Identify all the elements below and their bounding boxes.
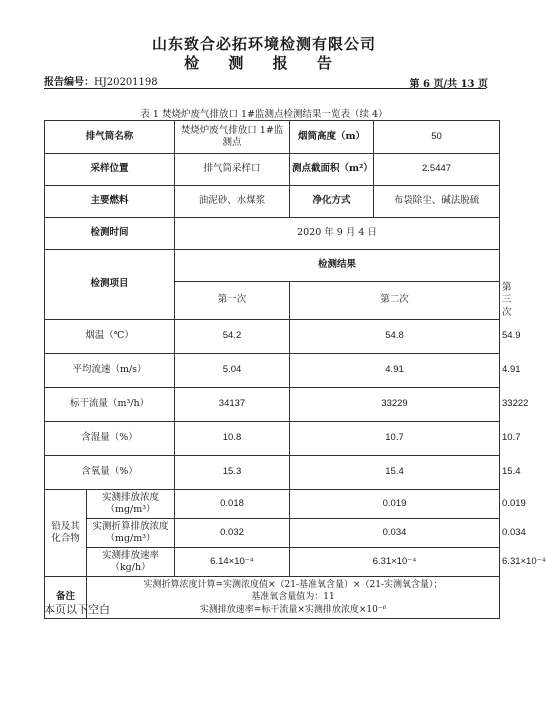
table-row: 烟温（℃） 54.2 54.8 54.9 [45, 320, 500, 354]
round-1-header: 第一次 [175, 282, 290, 320]
results-label: 检测结果 [175, 250, 500, 282]
item-label: 平均流速（m/s） [45, 354, 175, 388]
report-title: 检 测 报 告 [184, 54, 344, 72]
table-row [45, 121, 500, 154]
main-fuel-label: 主要燃料 [45, 186, 175, 218]
section-area-label: 测点截面积（m²） [290, 154, 374, 186]
value-round-2: 15.4 [290, 456, 500, 490]
table-caption: 表 1 焚烧炉废气排放口 1#监测点检测结果一览表（续 4） [140, 109, 388, 120]
remark-line: 实测排放速率=标干流量×实测排放浓度×10⁻⁶ [199, 604, 387, 615]
table-row: 含湿量（%） 10.8 10.7 10.7 [45, 422, 500, 456]
value-round-2: 10.7 [290, 422, 500, 456]
purification-value: 布袋除尘、碱法脱硫 [374, 186, 500, 218]
table-row [45, 186, 500, 218]
table-row [45, 577, 500, 619]
item-label: 含湿量（%） [45, 422, 175, 456]
table-row [45, 154, 500, 186]
round-2-header: 第二次 [290, 282, 500, 320]
test-time-value: 2020 年 9 月 4 日 [175, 218, 500, 250]
test-item-label: 检测项目 [45, 250, 175, 320]
report-number [44, 73, 158, 88]
table-row: 铅及其化合物 实测排放浓度（mg/m³） 0.018 0.019 0.019 [45, 490, 500, 519]
results-table [44, 120, 546, 619]
sampling-location-value: 排气筒采样口 [175, 154, 290, 186]
item-label: 实测排放浓度（mg/m³） [87, 490, 175, 519]
table-row [45, 218, 500, 250]
value-round-2: 33229 [290, 388, 500, 422]
sampling-location-label: 采样位置 [45, 154, 175, 186]
table-row: 实测折算排放浓度（mg/m³） 0.032 0.034 0.034 [45, 519, 500, 548]
outlet-name-label: 排气筒名称 [45, 121, 175, 154]
value-round-1: 0.018 [175, 490, 290, 519]
item-label: 含氧量（%） [45, 456, 175, 490]
table-row: 平均流速（m/s） 5.04 4.91 4.91 [45, 354, 500, 388]
remark-line: 基准氧含量值为：11 [251, 592, 335, 603]
table-row: 含氧量（%） 15.3 15.4 15.4 [45, 456, 500, 490]
value-round-1: 34137 [175, 388, 290, 422]
value-round-2: 54.8 [290, 320, 500, 354]
value-round-1: 10.8 [175, 422, 290, 456]
table-row: 标干流量（m³/h） 34137 33229 33222 [45, 388, 500, 422]
table-row: 实测排放速率（kg/h） 6.14×10⁻⁴ 6.31×10⁻⁴ 6.31×10⁻⁴ [45, 548, 500, 577]
item-label: 标干流量（m³/h） [45, 388, 175, 422]
remarks-label: 备注 [45, 577, 87, 619]
lead-group-label: 铅及其化合物 [45, 490, 87, 577]
company-name: 山东致合必拓环境检测有限公司 [151, 35, 376, 53]
blank-note: 本页以下空白 [44, 603, 110, 616]
item-label: 实测折算排放浓度（mg/m³） [87, 519, 175, 548]
item-label: 实测排放速率（kg/h） [87, 548, 175, 577]
stack-height-value: 50 [374, 121, 500, 154]
value-round-2: 0.034 [290, 519, 500, 548]
value-round-2: 4.91 [290, 354, 500, 388]
value-round-2: 6.31×10⁻⁴ [290, 548, 500, 577]
section-area-value: 2.5447 [374, 154, 500, 186]
table-row: 第一次 第二次 第三次 [45, 282, 500, 320]
report-number-label: 报告编号： [44, 77, 94, 88]
test-time-label: 检测时间 [45, 218, 175, 250]
report-number-value: HJ20201198 [94, 77, 158, 88]
table-row [45, 250, 500, 282]
page-number: 第 6 页/共 13 页 [409, 79, 488, 90]
stack-height-label: 烟筒高度（m） [290, 121, 374, 154]
value-round-2: 0.019 [290, 490, 500, 519]
value-round-1: 0.032 [175, 519, 290, 548]
header-divider [44, 88, 486, 89]
value-round-1: 6.14×10⁻⁴ [175, 548, 290, 577]
value-round-1: 54.2 [175, 320, 290, 354]
value-round-1: 5.04 [175, 354, 290, 388]
remarks-text [87, 577, 500, 619]
value-round-1: 15.3 [175, 456, 290, 490]
item-label: 烟温（℃） [45, 320, 175, 354]
purification-label: 净化方式 [290, 186, 374, 218]
main-fuel-value: 油泥砂、水煤浆 [175, 186, 290, 218]
remark-line: 实测折算浓度计算=实测浓度值×（21-基准氧含量）×（21-实测氧含量）； [143, 580, 443, 591]
outlet-name-value: 焚烧炉废气排放口 1#监测点 [175, 121, 290, 154]
